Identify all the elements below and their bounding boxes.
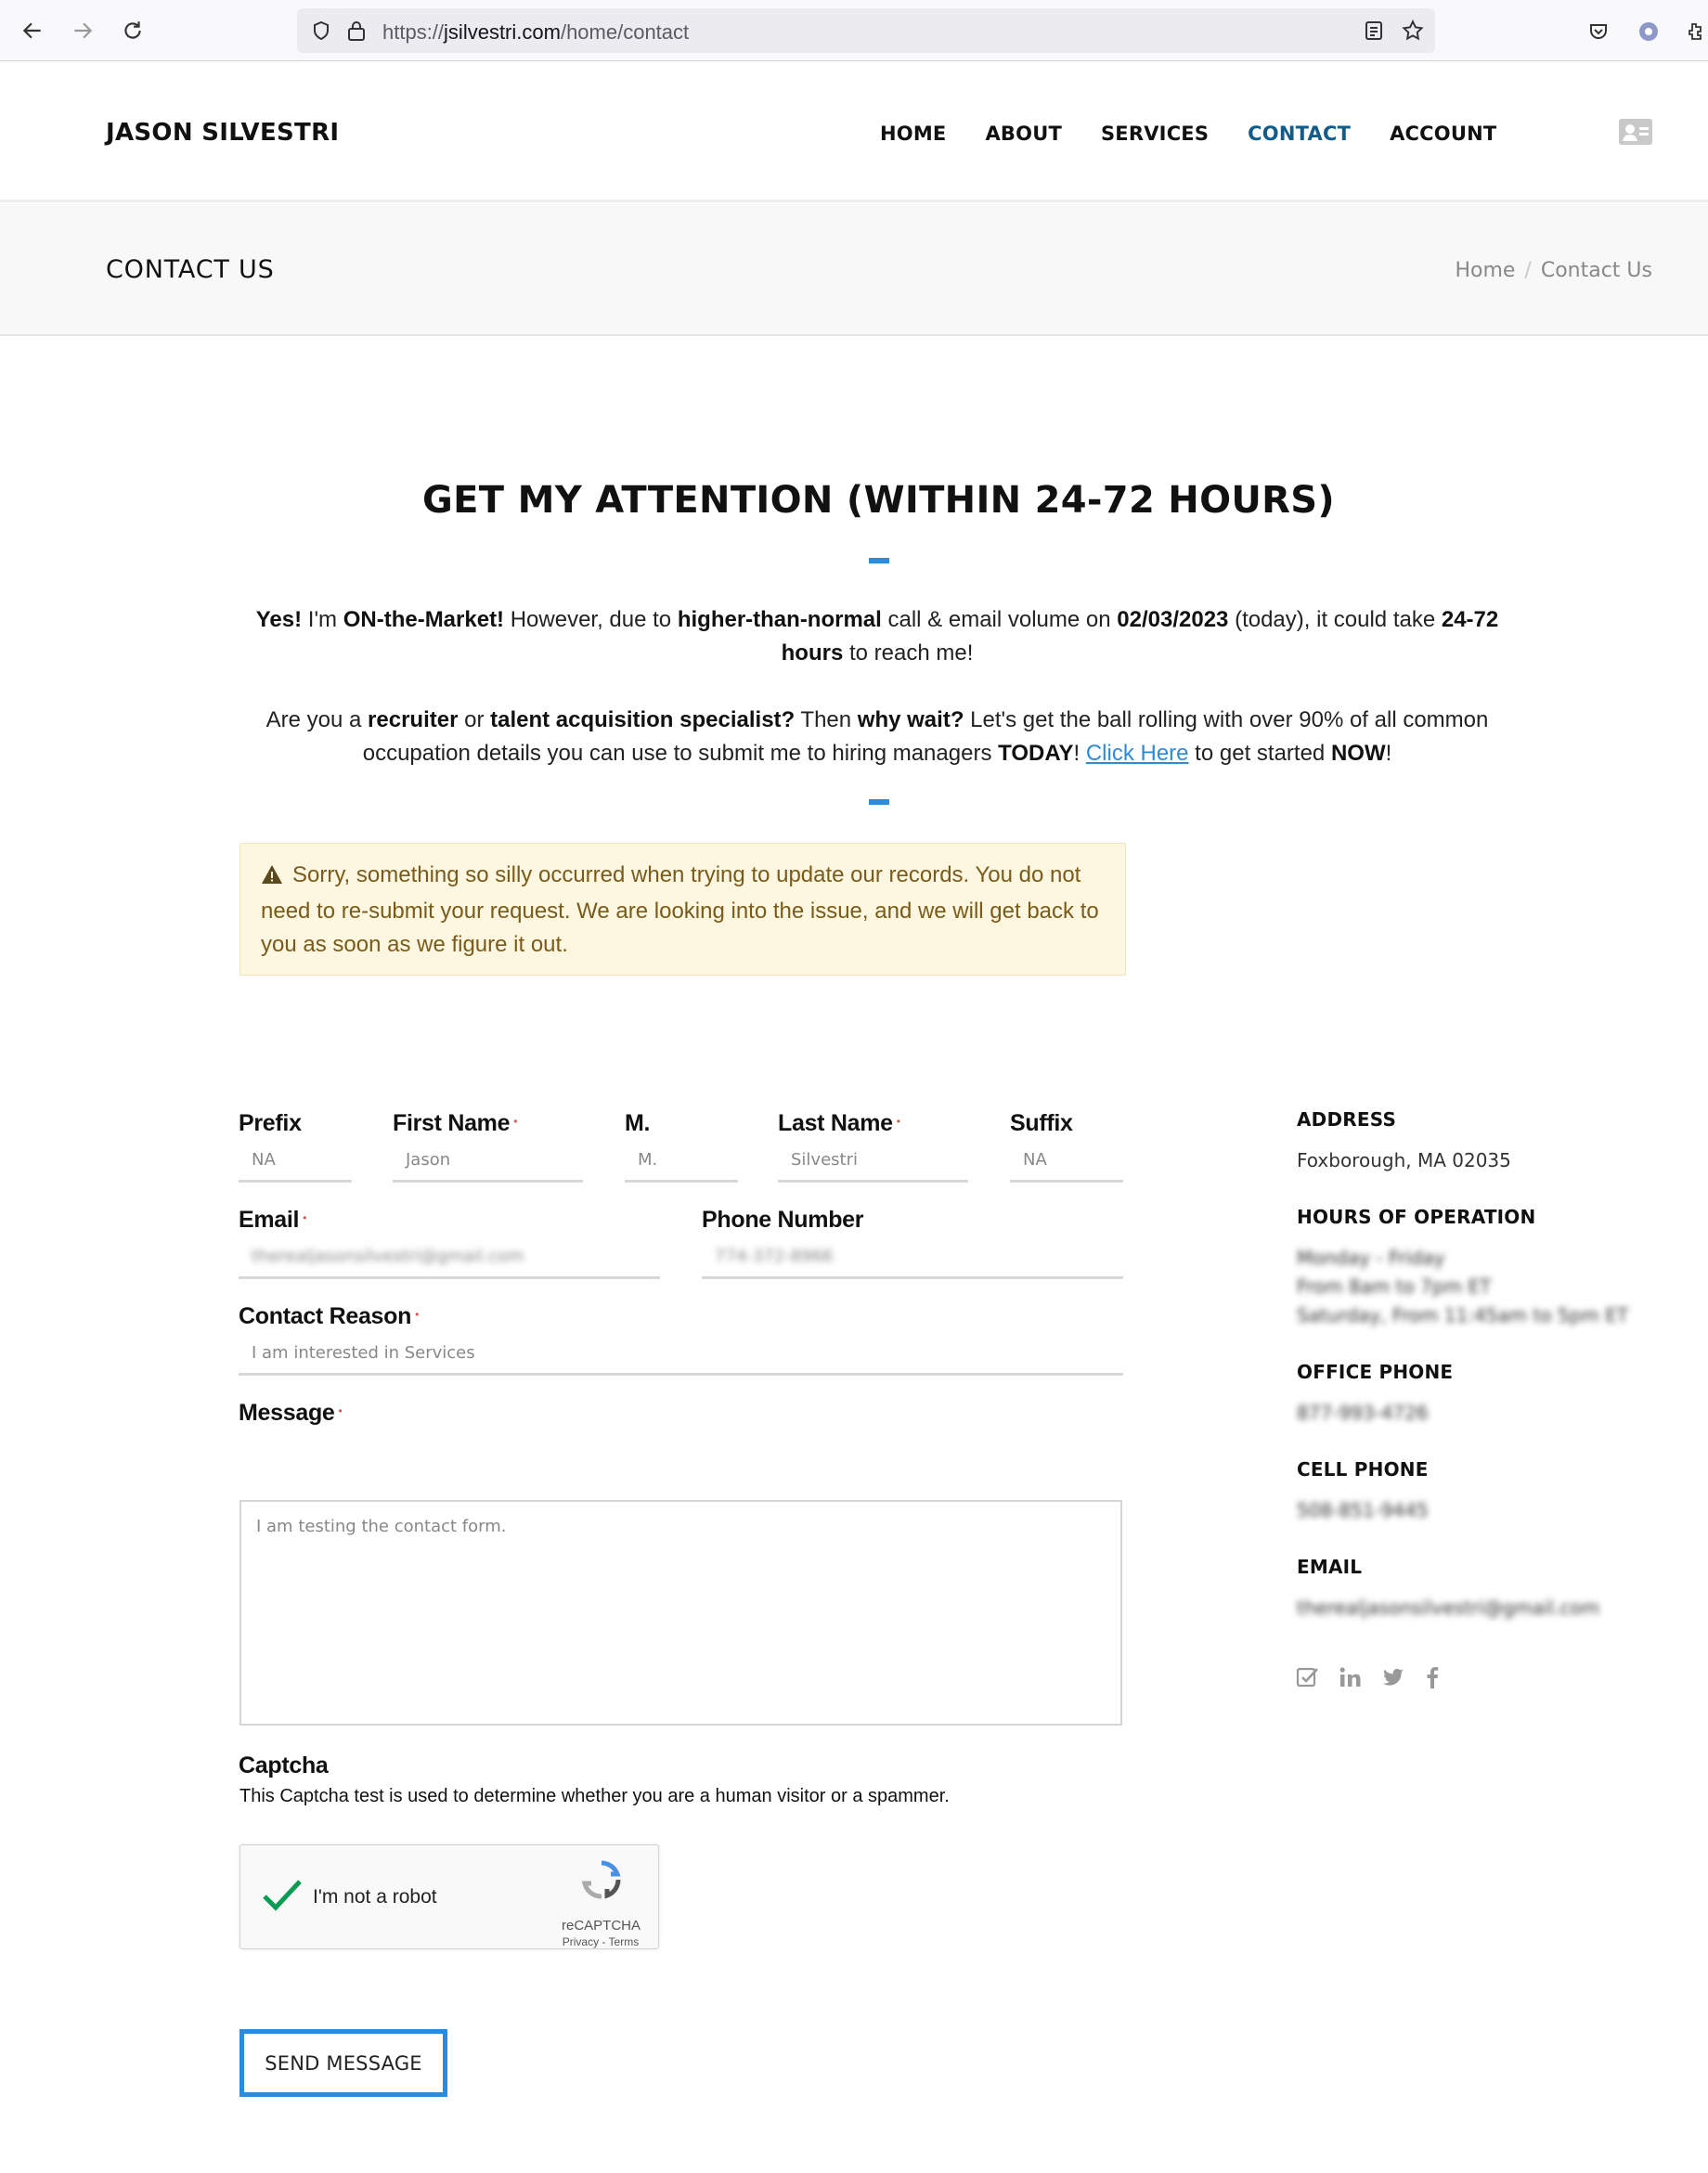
contact-card-icon[interactable] xyxy=(1619,119,1652,149)
twitter-icon[interactable] xyxy=(1381,1666,1405,1693)
accent-divider xyxy=(869,558,889,563)
text: ! xyxy=(1073,741,1086,766)
today-text: TODAY xyxy=(998,741,1074,766)
forward-icon[interactable] xyxy=(69,17,97,45)
recaptcha-checkbox-label[interactable]: I'm not a robot xyxy=(313,1886,437,1908)
hours-line: Monday - Friday xyxy=(1297,1247,1445,1269)
warning-alert xyxy=(239,843,1126,976)
hours-text: 24-72 hours xyxy=(781,607,1499,666)
label-text: First Name xyxy=(393,1110,511,1136)
breadcrumb-home[interactable]: Home xyxy=(1455,259,1516,282)
prefix-label xyxy=(239,1110,302,1137)
middle-initial-input[interactable]: M. xyxy=(625,1142,738,1183)
social-links xyxy=(1296,1666,1441,1693)
linkedin-icon[interactable] xyxy=(1339,1666,1363,1693)
first-name-input[interactable]: Jason xyxy=(393,1142,583,1183)
captcha-description: This Captcha test is used to determine whether you are a human visitor or a spammer. xyxy=(239,1786,950,1806)
required-mark: • xyxy=(415,1308,420,1321)
phone-label xyxy=(702,1207,863,1234)
label-text: Message xyxy=(239,1400,335,1426)
yes-text: Yes! xyxy=(255,607,303,632)
email-heading: EMAIL xyxy=(1297,1556,1363,1578)
browser-toolbar xyxy=(0,0,1708,61)
office-phone-value: 877-993-4726 xyxy=(1297,1402,1429,1424)
text: or xyxy=(458,707,491,732)
message-textarea[interactable]: I am testing the contact form. xyxy=(239,1500,1122,1726)
site-header xyxy=(0,61,1708,202)
on-market-text: ON-the-Market! xyxy=(343,607,505,632)
facebook-icon[interactable] xyxy=(1424,1666,1441,1693)
label-text: Email xyxy=(239,1207,300,1233)
warning-triangle-icon xyxy=(261,861,283,895)
recaptcha-logo-icon xyxy=(580,1858,623,1901)
message-label xyxy=(239,1400,342,1427)
address-value: Foxborough, MA 02035 xyxy=(1297,1149,1511,1171)
nav-about[interactable]: ABOUT xyxy=(985,123,1062,145)
recaptcha-brand: reCAPTCHA xyxy=(562,1918,641,1934)
captcha-label xyxy=(239,1753,329,1779)
label-text: Contact Reason xyxy=(239,1303,412,1329)
suffix-input[interactable]: NA xyxy=(1010,1142,1123,1183)
text: However, due to xyxy=(504,607,678,632)
office-phone-heading: OFFICE PHONE xyxy=(1297,1361,1454,1383)
phone-value: 774-372-8966 xyxy=(715,1247,834,1266)
nav-account[interactable]: ACCOUNT xyxy=(1390,123,1497,145)
nav-contact[interactable]: CONTACT xyxy=(1248,123,1352,145)
text: Let's get the ball rolling with over 90% of all common occupation details you can use to submit me to hiring managers xyxy=(362,707,1489,766)
label-text: Phone Number xyxy=(702,1207,864,1233)
send-message-button[interactable]: SEND MESSAGE xyxy=(239,2029,447,2097)
warning-text: Sorry, something so silly occurred when trying to update our records. You do not need to re-submit your request. We are looking into the issue, and we will get back to you as soon as we figure it out. xyxy=(261,862,1099,957)
text: Are you a xyxy=(265,707,369,732)
label-text: Suffix xyxy=(1010,1110,1073,1136)
bookmark-star-icon[interactable] xyxy=(1400,18,1426,44)
url-text[interactable] xyxy=(382,20,689,45)
email-label xyxy=(239,1207,306,1234)
text: to reach me! xyxy=(843,640,974,666)
lock-icon[interactable] xyxy=(343,18,369,44)
email-value: therealjasonsilvestri@gmail.com xyxy=(252,1247,524,1266)
hours-line: Saturday, From 11:45am to 5pm ET xyxy=(1297,1304,1629,1326)
now-text: NOW xyxy=(1330,741,1386,766)
email-input[interactable] xyxy=(239,1238,660,1279)
nav-services[interactable]: SERVICES xyxy=(1100,123,1210,145)
click-here-link[interactable]: Click Here xyxy=(1085,741,1189,766)
prefix-input[interactable]: NA xyxy=(239,1142,352,1183)
middle-initial-label xyxy=(625,1110,650,1137)
intro-paragraph-2 xyxy=(232,704,1522,770)
required-mark: • xyxy=(338,1404,343,1417)
reader-view-icon[interactable] xyxy=(1361,18,1387,44)
back-icon[interactable] xyxy=(19,17,46,45)
last-name-input[interactable]: Silvestri xyxy=(778,1142,968,1183)
attention-heading: GET MY ATTENTION (WITHIN 24-72 HOURS) xyxy=(422,479,1335,522)
recruiter-text: recruiter xyxy=(368,707,459,732)
extensions-icon[interactable] xyxy=(1682,19,1708,45)
talent-text: talent acquisition specialist? xyxy=(490,707,796,732)
cell-phone-heading: CELL PHONE xyxy=(1297,1458,1429,1481)
text: call & email volume on xyxy=(881,607,1118,632)
url-host: jsilvestri.com xyxy=(444,20,561,44)
text: Then xyxy=(795,707,858,732)
reload-icon[interactable] xyxy=(119,17,147,45)
required-mark: • xyxy=(513,1115,518,1128)
phone-input[interactable] xyxy=(702,1238,1123,1279)
text: I'm xyxy=(302,607,343,632)
required-mark: • xyxy=(303,1211,307,1224)
contact-reason-label xyxy=(239,1303,419,1330)
breadcrumb xyxy=(1455,259,1652,282)
label-text: Prefix xyxy=(239,1110,302,1136)
text: (today), it could take xyxy=(1228,607,1442,632)
label-text: Last Name xyxy=(778,1110,893,1136)
cell-phone-value: 508-851-9445 xyxy=(1297,1499,1429,1521)
first-name-label xyxy=(393,1110,517,1137)
nav-home[interactable]: HOME xyxy=(880,123,947,145)
address-heading: ADDRESS xyxy=(1297,1108,1397,1131)
main-nav xyxy=(880,123,1535,145)
required-mark: • xyxy=(896,1115,900,1128)
page-title-bar xyxy=(0,203,1708,336)
date-text: 02/03/2023 xyxy=(1117,607,1229,632)
site-logo[interactable]: JASON SILVESTRI xyxy=(106,119,340,147)
address-bar[interactable] xyxy=(297,8,1435,53)
higher-text: higher-than-normal xyxy=(677,607,882,632)
hours-heading: HOURS OF OPERATION xyxy=(1297,1206,1536,1228)
pocket-icon[interactable] xyxy=(1585,19,1611,45)
email-value: therealjasonsilvestri@gmail.com xyxy=(1297,1597,1600,1619)
intro-paragraph-1 xyxy=(232,603,1522,670)
breadcrumb-current: Contact Us xyxy=(1540,259,1652,282)
text: to get started xyxy=(1188,741,1331,766)
recaptcha-checkmark-icon[interactable] xyxy=(261,1875,304,1916)
text: ! xyxy=(1385,741,1392,766)
label-text: M. xyxy=(625,1110,651,1136)
recaptcha-terms-link[interactable]: Privacy - Terms xyxy=(562,1935,640,1948)
tracking-shield-icon[interactable] xyxy=(308,18,334,44)
contact-reason-select[interactable]: I am interested in Services xyxy=(239,1335,1123,1376)
url-prefix: https:// xyxy=(382,20,445,44)
label-text: Captcha xyxy=(239,1753,329,1778)
why-wait-text: why wait? xyxy=(857,707,964,732)
page-title: CONTACT US xyxy=(106,255,275,284)
accent-divider xyxy=(869,799,889,805)
hours-line: From 8am to 7pm ET xyxy=(1297,1275,1492,1298)
recaptcha-widget xyxy=(239,1844,659,1949)
url-path: /home/contact xyxy=(560,20,690,44)
suffix-label xyxy=(1010,1110,1073,1137)
last-name-label xyxy=(778,1110,900,1137)
checkbox-icon[interactable] xyxy=(1296,1666,1320,1693)
breadcrumb-separator: / xyxy=(1524,259,1532,282)
profile-extension-icon[interactable] xyxy=(1636,19,1662,45)
